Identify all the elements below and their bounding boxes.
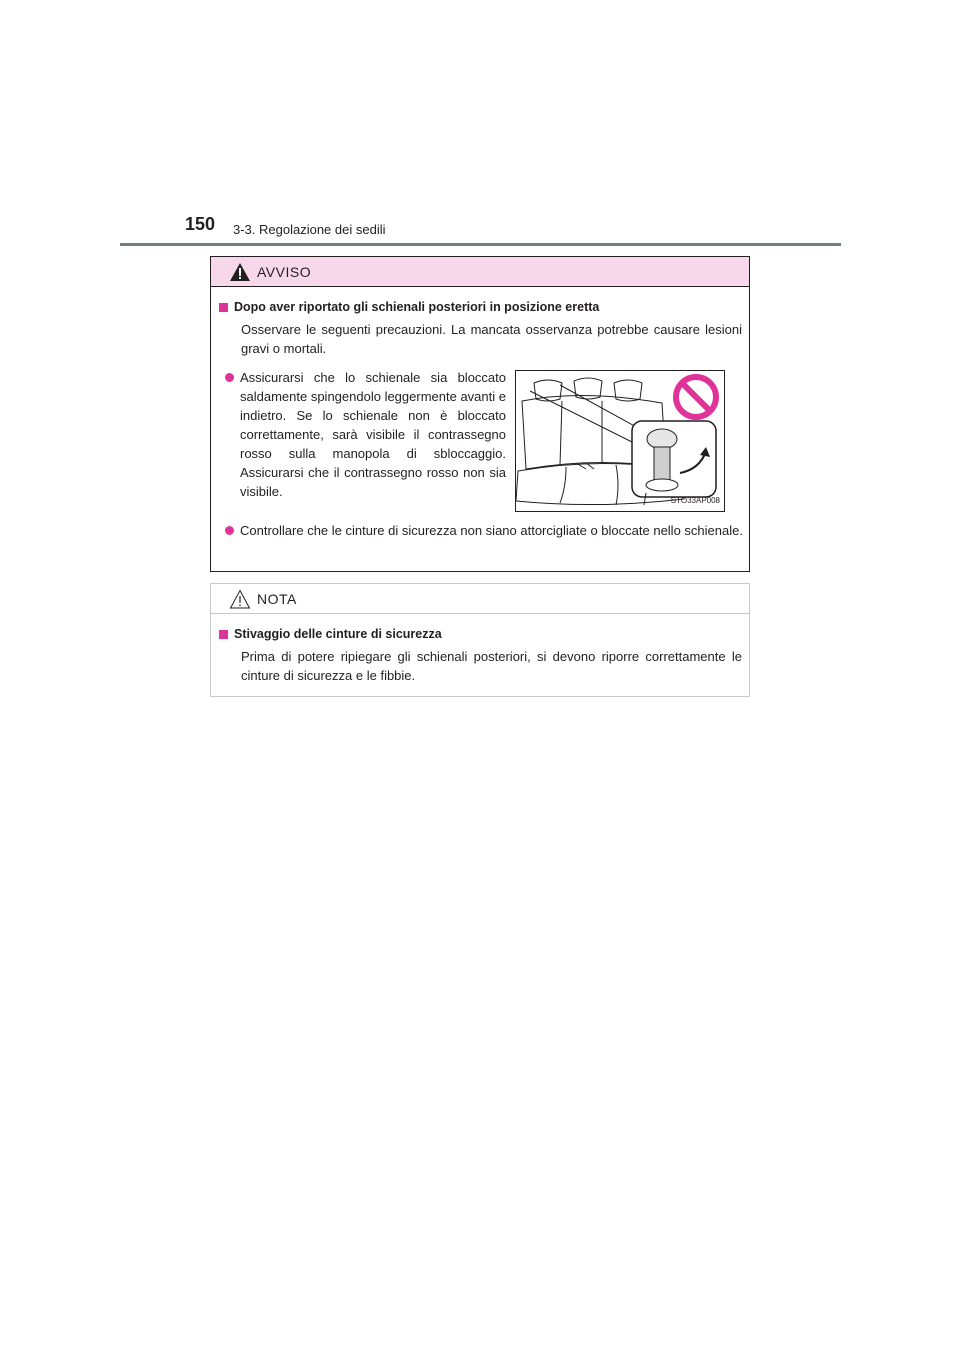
dot-bullet-icon bbox=[225, 373, 234, 382]
note-text: Prima di potere ripiegare gli schienali posteriori, si devono riporre correttamente le cinture di sicurezza e le fibbie. bbox=[241, 649, 742, 683]
rear-seat-drawing bbox=[516, 371, 724, 511]
note-box bbox=[210, 583, 750, 697]
warning-triangle-icon bbox=[229, 262, 251, 282]
note-label: NOTA bbox=[257, 590, 297, 607]
warning-subheading-text: Dopo aver riportato gli schienali posteriori in posizione eretta bbox=[234, 300, 600, 314]
square-bullet-icon bbox=[219, 630, 228, 639]
warning-intro: Osservare le seguenti precauzioni. La mancata osservanza potrebbe causare lesioni gravi o mortali. bbox=[241, 322, 742, 356]
warning-bullet-1 bbox=[219, 368, 506, 512]
square-bullet-icon bbox=[219, 303, 228, 312]
note-subheading bbox=[219, 625, 742, 644]
warning-header bbox=[211, 257, 749, 287]
seat-illustration bbox=[515, 370, 725, 512]
figure-code: STO33AP008 bbox=[670, 496, 720, 505]
caution-triangle-outline-icon bbox=[229, 589, 251, 609]
warning-subheading bbox=[219, 298, 742, 317]
warning-bullet-1-text: Assicurarsi che lo schienale sia bloccato saldamente spingendolo leggermente avanti e indietro. Se lo schienale non è bloccato correttamente, sarà visibile il contrassegno rosso sulla manopola di sbloccaggio. Assicurarsi che il contrassegno rosso non sia visibile. bbox=[240, 370, 506, 499]
warning-box bbox=[210, 256, 750, 572]
warning-label: AVVISO bbox=[257, 263, 312, 280]
note-header bbox=[211, 584, 749, 614]
header-rule bbox=[120, 243, 841, 246]
section-title: 3-3. Regolazione dei sedili bbox=[233, 222, 386, 237]
warning-bullet-2-text: Controllare che le cinture di sicurezza non siano attorcigliate o bloccate nello schienale. bbox=[240, 523, 743, 538]
page-number: 150 bbox=[185, 214, 216, 234]
warning-bullet-2 bbox=[219, 521, 744, 540]
note-subheading-text: Stivaggio delle cinture di sicurezza bbox=[234, 627, 442, 641]
dot-bullet-icon bbox=[225, 526, 234, 535]
